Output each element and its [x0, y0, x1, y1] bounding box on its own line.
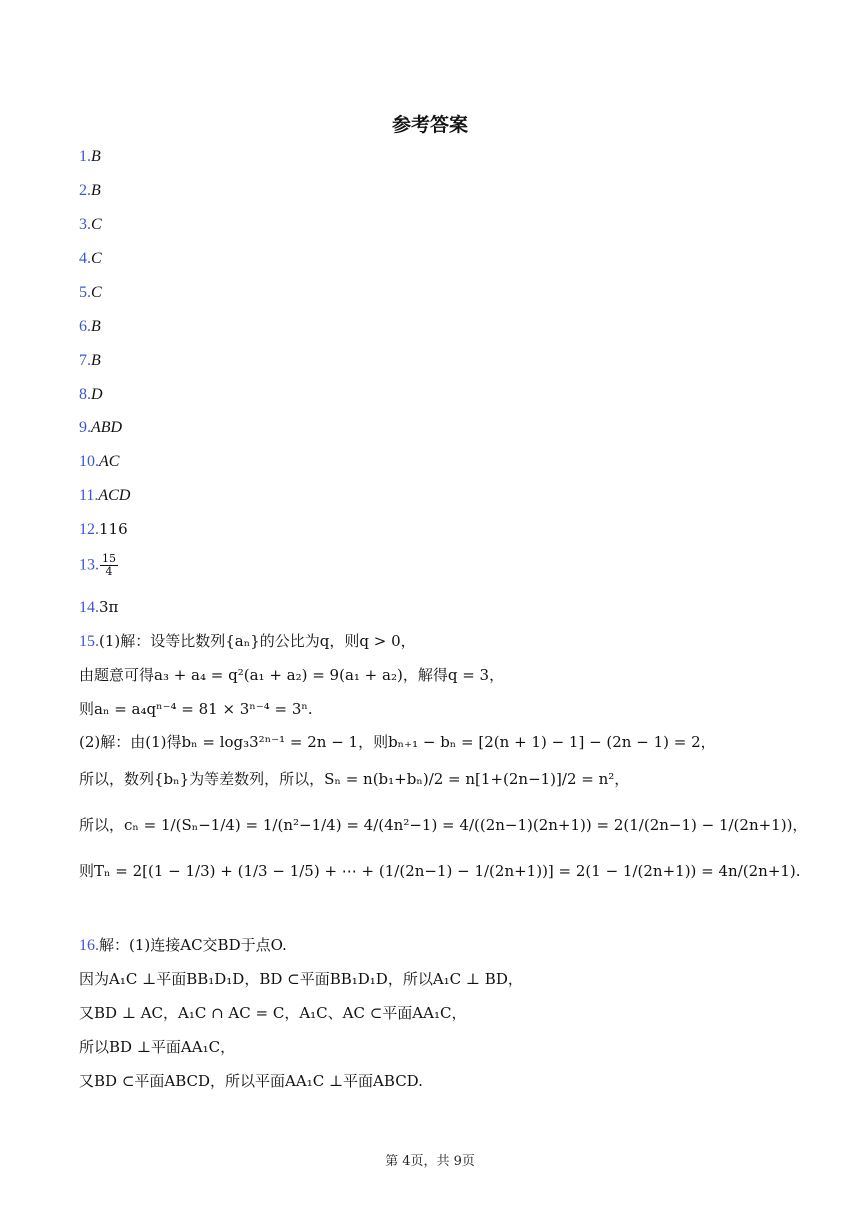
q16-line-4: 所以BD ⊥平面AA₁C，	[79, 1038, 236, 1056]
answer-value: ACD	[98, 487, 131, 504]
answer-number: 3.	[79, 216, 91, 233]
answer-number: 1.	[79, 148, 91, 165]
answer-item	[79, 350, 101, 371]
answer-item	[79, 485, 130, 506]
q15-line-3: 则aₙ = a₄qⁿ⁻⁴ = 81 × 3ⁿ⁻⁴ = 3ⁿ.	[79, 700, 313, 718]
answer-number: 6.	[79, 318, 91, 335]
q16-line-1: 16.解：(1)连接AC交BD于点O.	[79, 936, 287, 954]
q15-line-2: 由题意可得a₃ + a₄ = q²(a₁ + a₂) = 9(a₁ + a₂)，解得q = 3，	[79, 666, 505, 684]
answer-number: 7.	[79, 352, 91, 369]
answer-number: 2.	[79, 182, 91, 199]
answer-item	[79, 384, 103, 405]
answer-item	[79, 214, 102, 235]
answer-item	[79, 146, 101, 167]
q16-number: 16.	[79, 937, 99, 954]
answer-item	[79, 316, 101, 337]
answer-value: C	[91, 250, 102, 267]
q15-line-7: 则Tₙ = 2[(1 − 1/3) + (1/3 − 1/5) + ⋯ + (1/(2n−1) − 1/(2n+1))] = 2(1 − 1/(2n+1)) = 4n/(2n+1).	[79, 862, 801, 880]
answer-value: B	[91, 182, 101, 199]
answer-value: 116	[99, 520, 128, 538]
answer-item	[79, 597, 118, 618]
answer-number: 12.	[79, 521, 99, 538]
q16-line-2: 因为A₁C ⊥平面BB₁D₁D，BD ⊂平面BB₁D₁D，所以A₁C ⊥ BD，	[79, 970, 523, 988]
answer-value: B	[91, 148, 101, 165]
q15-line-4: (2)解：由(1)得bₙ = log₃3²ⁿ⁻¹ = 2n − 1，则bₙ₊₁ − bₙ = [2(n + 1) − 1] − (2n − 1) = 2，	[79, 733, 716, 751]
answer-number: 11.	[79, 487, 99, 504]
answer-value: C	[91, 284, 102, 301]
answer-number: 8.	[79, 386, 91, 403]
q16-line-5: 又BD ⊂平面ABCD，所以平面AA₁C ⊥平面ABCD.	[79, 1072, 423, 1090]
answer-item	[79, 451, 119, 472]
answer-item	[79, 417, 122, 438]
answer-number: 14.	[79, 599, 99, 616]
answer-value: 3π	[99, 598, 119, 616]
answer-value: C	[91, 216, 102, 233]
answer-item	[79, 248, 102, 269]
q15-line-6: 所以，cₙ = 1/(Sₙ−1/4) = 1/(n²−1/4) = 4/(4n²−1) = 4/((2n−1)(2n+1)) = 2(1/(2n−1) − 1/(2n+1))，	[79, 816, 808, 834]
answer-value: ABD	[91, 419, 123, 436]
answer-number: 13.	[79, 556, 99, 574]
q15-number: 15.	[79, 633, 99, 650]
answer-value: B	[91, 318, 101, 335]
answer-item	[79, 553, 119, 578]
q15-line-5: 所以，数列{bₙ}为等差数列，所以，Sₙ = n(b₁+bₙ)/2 = n[1+(2n−1)]/2 = n²，	[79, 770, 630, 788]
answer-item	[79, 282, 102, 303]
answer-number: 9.	[79, 419, 91, 436]
page-title: 参考答案	[391, 114, 468, 136]
answer-item	[79, 519, 128, 540]
answer-value: AC	[99, 453, 120, 470]
q16-line-3: 又BD ⊥ AC，A₁C ∩ AC = C，A₁C、AC ⊂平面AA₁C，	[79, 1004, 467, 1022]
answer-value: D	[91, 386, 103, 403]
answer-fraction: $\frac{15}{4}$	[102, 552, 116, 578]
answer-value: B	[91, 352, 101, 369]
page-footer: 第 4页，共 9页	[385, 1154, 475, 1169]
answer-number: 10.	[79, 453, 99, 470]
answer-number: 4.	[79, 250, 91, 267]
q15-line-1: 15.(1)解：设等比数列{aₙ}的公比为q，则q > 0，	[79, 632, 416, 650]
answer-number: 5.	[79, 284, 91, 301]
answer-item	[79, 180, 101, 201]
